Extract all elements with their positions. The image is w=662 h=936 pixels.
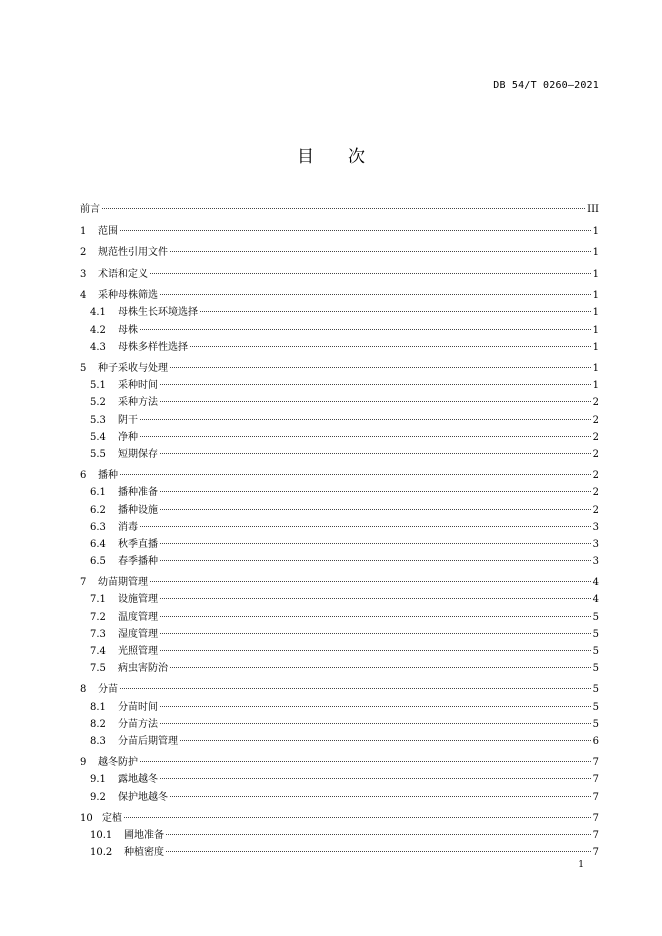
toc-entry[interactable] — [80, 643, 599, 660]
toc-entry[interactable] — [80, 754, 599, 771]
dot-leader — [140, 526, 591, 527]
toc-entry-label: 分苗时间 — [118, 701, 158, 713]
toc-entry-label: 湿度管理 — [118, 628, 158, 640]
toc-entry[interactable] — [80, 536, 599, 553]
toc-entry-number: 7.4 — [90, 645, 106, 657]
toc-entry-label: 种子采收与处理 — [98, 363, 168, 375]
dot-leader — [180, 740, 591, 741]
toc-entry-number: 10 — [80, 813, 93, 825]
toc-entry-label: 采种方法 — [118, 397, 158, 409]
dot-leader — [190, 346, 591, 347]
toc-entry[interactable] — [80, 810, 599, 827]
toc-entry-page: 2 — [592, 448, 599, 460]
toc-entry-label: 温度管理 — [118, 611, 158, 623]
dot-leader — [160, 633, 591, 634]
dot-leader — [160, 723, 591, 724]
dot-leader — [150, 273, 591, 274]
toc-entry[interactable] — [80, 377, 599, 394]
toc-entry[interactable] — [80, 287, 599, 304]
toc-entry[interactable] — [80, 429, 599, 446]
toc-entry[interactable] — [80, 201, 599, 218]
dot-leader — [120, 230, 591, 231]
toc-entry-number: 4.2 — [90, 324, 106, 336]
toc-entry-number: 6.4 — [90, 538, 106, 550]
toc-entry-number: 5.3 — [90, 414, 106, 426]
document-id: DB 54/T 0260—2021 — [493, 80, 599, 91]
dot-leader — [170, 796, 591, 797]
toc-entry-page: 5 — [592, 611, 599, 623]
toc-entry-number: 8.1 — [90, 701, 106, 713]
toc-entry-label: 幼苗期管理 — [98, 577, 148, 589]
toc-entry[interactable] — [80, 553, 599, 570]
toc-entry-number: 7.3 — [90, 628, 106, 640]
toc-entry-label: 采种时间 — [118, 380, 158, 392]
toc-entry[interactable] — [80, 574, 599, 591]
toc-entry-page: 7 — [592, 791, 599, 803]
toc-entry-page: 5 — [592, 701, 599, 713]
toc-entry-label: 病虫害防治 — [118, 662, 168, 674]
toc-entry-page: 2 — [592, 470, 599, 482]
toc-entry[interactable] — [80, 789, 599, 806]
toc-entry[interactable] — [80, 733, 599, 750]
dot-leader — [160, 598, 591, 599]
toc-entry-label: 净种 — [118, 431, 138, 443]
toc-entry-label: 圃地准备 — [124, 830, 164, 842]
toc-entry-number: 9 — [80, 757, 87, 769]
toc-entry-label: 术语和定义 — [98, 268, 148, 280]
toc-entry-page: 3 — [592, 555, 599, 567]
toc-entry[interactable] — [80, 771, 599, 788]
dot-leader — [160, 560, 591, 561]
toc-entry-number: 5.4 — [90, 431, 106, 443]
toc-entry-number: 7 — [80, 577, 87, 589]
toc-entry[interactable] — [80, 339, 599, 356]
dot-leader — [170, 251, 591, 252]
dot-leader — [160, 491, 591, 492]
toc-entry[interactable] — [80, 266, 599, 283]
dot-leader — [160, 778, 591, 779]
dot-leader — [200, 311, 591, 312]
dot-leader — [170, 367, 591, 368]
toc-entry[interactable] — [80, 322, 599, 339]
page-number: 1 — [578, 860, 584, 870]
toc-entry-label: 分苗方法 — [118, 718, 158, 730]
toc-entry-page: 6 — [592, 735, 599, 747]
toc-entry-number: 5 — [80, 363, 87, 375]
toc-entry-page: 7 — [592, 830, 599, 842]
toc-entry-number: 4.3 — [90, 341, 106, 353]
toc-entry-label: 秋季直播 — [118, 538, 158, 550]
toc-entry-number: 6.3 — [90, 521, 106, 533]
toc-entry[interactable] — [80, 519, 599, 536]
dot-leader — [140, 436, 591, 437]
toc-entry-label: 母株 — [118, 324, 138, 336]
dot-leader — [160, 706, 591, 707]
toc-entry-label: 前言 — [80, 204, 100, 215]
dot-leader — [160, 401, 591, 402]
toc-entry-page: 1 — [592, 225, 599, 237]
toc-entry-page: 7 — [592, 757, 599, 769]
toc-entry[interactable] — [80, 223, 599, 240]
toc-entry-label: 分苗后期管理 — [118, 735, 178, 747]
toc-entry-page: 3 — [592, 521, 599, 533]
toc-entry-page: 2 — [592, 414, 599, 426]
toc-entry[interactable] — [80, 467, 599, 484]
toc-entry-label: 阴干 — [118, 414, 138, 426]
toc-entry-label: 种植密度 — [124, 847, 164, 859]
toc-entry-number: 8 — [80, 684, 87, 696]
toc-entry-page: 1 — [592, 247, 599, 259]
table-of-contents — [80, 201, 599, 861]
toc-entry-label: 规范性引用文件 — [98, 247, 168, 259]
dot-leader — [160, 509, 591, 510]
dot-leader — [160, 384, 591, 385]
dot-leader — [140, 329, 591, 330]
toc-entry-page: 7 — [592, 813, 599, 825]
toc-entry-label: 母株多样性选择 — [118, 341, 188, 353]
toc-entry-label: 母株生长环境选择 — [118, 307, 198, 319]
toc-entry-number: 7.1 — [90, 594, 106, 606]
toc-entry-page: 1 — [592, 341, 599, 353]
toc-entry[interactable] — [80, 626, 599, 643]
toc-entry-number: 6.5 — [90, 555, 106, 567]
toc-entry-number: 7.2 — [90, 611, 106, 623]
toc-entry-number: 5.2 — [90, 397, 106, 409]
toc-entry-page: 1 — [592, 268, 599, 280]
dot-leader — [166, 851, 591, 852]
toc-entry-page: 5 — [592, 628, 599, 640]
toc-entry-page: 1 — [592, 363, 599, 375]
toc-entry-page: 3 — [592, 538, 599, 550]
toc-entry-page: 1 — [592, 307, 599, 319]
toc-entry-page: 2 — [592, 504, 599, 516]
toc-entry-page: 1 — [592, 290, 599, 302]
toc-entry[interactable] — [80, 412, 599, 429]
dot-leader — [170, 667, 591, 668]
toc-entry[interactable] — [80, 716, 599, 733]
toc-entry-page: 5 — [592, 645, 599, 657]
toc-entry-label: 范围 — [98, 225, 118, 237]
toc-entry[interactable] — [80, 681, 599, 698]
toc-entry-page: 4 — [592, 594, 599, 606]
toc-entry[interactable] — [80, 244, 599, 261]
dot-leader — [160, 294, 591, 295]
dot-leader — [166, 834, 591, 835]
toc-entry-label: 露地越冬 — [118, 774, 158, 786]
dot-leader — [102, 208, 585, 209]
toc-entry[interactable] — [80, 446, 599, 463]
dot-leader — [140, 761, 591, 762]
toc-entry-number: 3 — [80, 268, 87, 280]
toc-entry-label: 播种准备 — [118, 487, 158, 499]
toc-entry[interactable] — [80, 844, 599, 861]
toc-entry-number: 10.2 — [90, 847, 113, 859]
toc-entry-page: 7 — [592, 774, 599, 786]
toc-entry-page: 5 — [592, 684, 599, 696]
page-title: 目次 — [297, 147, 399, 167]
dot-leader — [150, 581, 591, 582]
toc-entry-page: 2 — [592, 431, 599, 443]
toc-entry-number: 6 — [80, 470, 87, 482]
toc-entry-page: 4 — [592, 577, 599, 589]
dot-leader — [160, 543, 591, 544]
toc-entry-label: 定植 — [102, 813, 122, 825]
toc-entry-number: 4.1 — [90, 307, 106, 319]
toc-entry-label: 保护地越冬 — [118, 791, 168, 803]
toc-entry[interactable] — [80, 484, 599, 501]
toc-entry-number: 8.2 — [90, 718, 106, 730]
toc-entry-number: 9.1 — [90, 774, 106, 786]
toc-entry[interactable] — [80, 591, 599, 608]
toc-entry[interactable] — [80, 699, 599, 716]
toc-entry-label: 设施管理 — [118, 594, 158, 606]
toc-entry[interactable] — [80, 827, 599, 844]
toc-entry-number: 5.1 — [90, 380, 106, 392]
toc-entry[interactable] — [80, 502, 599, 519]
toc-entry[interactable] — [80, 609, 599, 626]
toc-entry-number: 1 — [80, 225, 87, 237]
toc-entry-page: 7 — [592, 847, 599, 859]
toc-entry-number: 5.5 — [90, 448, 106, 460]
toc-entry-label: 采种母株筛选 — [98, 290, 158, 302]
toc-entry-number: 2 — [80, 247, 87, 259]
toc-entry-label: 播种 — [98, 470, 118, 482]
toc-entry-label: 分苗 — [98, 684, 118, 696]
dot-leader — [160, 453, 591, 454]
toc-entry-page: 1 — [592, 380, 599, 392]
toc-entry-page: III — [587, 204, 599, 215]
dot-leader — [124, 817, 591, 818]
dot-leader — [120, 474, 591, 475]
toc-entry[interactable] — [80, 360, 599, 377]
toc-entry[interactable] — [80, 660, 599, 677]
toc-entry-page: 5 — [592, 662, 599, 674]
toc-entry-label: 播种设施 — [118, 504, 158, 516]
toc-entry-number: 7.5 — [90, 662, 106, 674]
dot-leader — [140, 419, 591, 420]
toc-entry-number: 6.2 — [90, 504, 106, 516]
dot-leader — [160, 616, 591, 617]
toc-entry[interactable] — [80, 394, 599, 411]
toc-entry-number: 10.1 — [90, 830, 113, 842]
toc-entry-number: 8.3 — [90, 735, 106, 747]
toc-entry-label: 越冬防护 — [98, 757, 138, 769]
toc-entry-page: 1 — [592, 324, 599, 336]
toc-entry-number: 4 — [80, 290, 87, 302]
toc-entry-page: 2 — [592, 487, 599, 499]
toc-entry-label: 春季播种 — [118, 555, 158, 567]
toc-entry-number: 6.1 — [90, 487, 106, 499]
toc-entry-page: 5 — [592, 718, 599, 730]
dot-leader — [160, 650, 591, 651]
toc-entry-label: 消毒 — [118, 521, 138, 533]
toc-entry-label: 光照管理 — [118, 645, 158, 657]
dot-leader — [120, 688, 591, 689]
toc-entry-page: 2 — [592, 397, 599, 409]
toc-entry-label: 短期保存 — [118, 448, 158, 460]
toc-entry-number: 9.2 — [90, 791, 106, 803]
toc-entry[interactable] — [80, 304, 599, 321]
